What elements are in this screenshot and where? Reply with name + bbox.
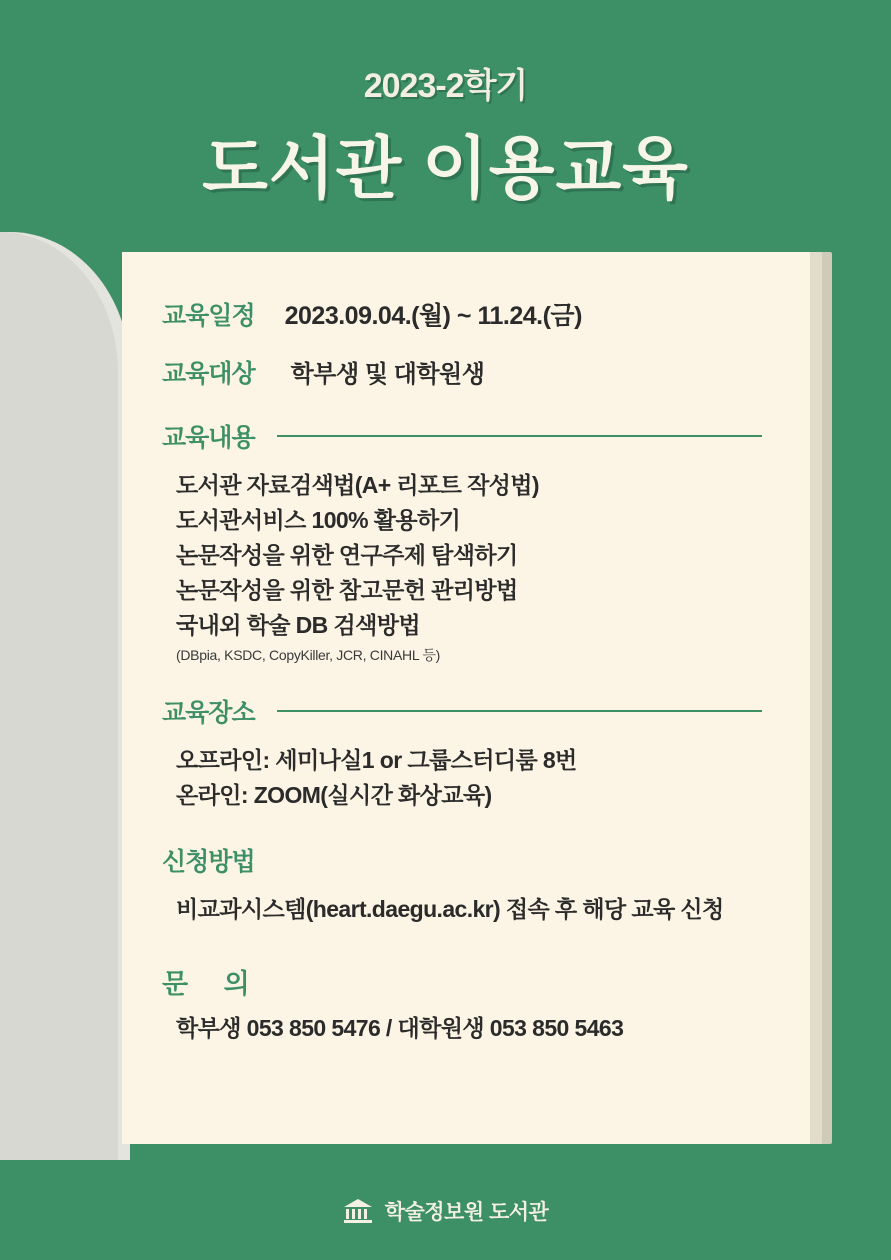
schedule-row [162,296,770,332]
content-section-header [162,418,770,454]
content-note: (DBpia, KSDC, CopyKiller, JCR, CINAHL 등) [176,646,440,663]
place-item-online: 온라인: ZOOM(실시간 화상교육) [176,782,492,809]
info-card [122,252,810,1144]
background-curl-inner [0,232,118,1160]
poster-footer [0,1196,891,1226]
bank-building-icon [343,1198,373,1224]
place-label: 교육장소 [162,698,255,727]
list-item: 도서관서비스 100% 활용하기 [176,506,461,533]
place-section-header [162,693,770,729]
audience-value: 학부생 및 대학원생 [290,361,485,388]
content-divider [277,435,762,437]
page-title: 도서관 이용교육 [202,131,689,207]
poster-header [0,0,891,250]
apply-text: 비교과시스템(heart.daegu.ac.kr) 접속 후 해당 교육 신청 [176,896,724,923]
apply-section-header [162,842,770,878]
schedule-value: 2023.09.04.(월) ~ 11.24.(금) [284,302,582,330]
semester-label: 2023-2학기 [363,67,528,105]
list-item: 논문작성을 위한 연구주제 탐색하기 [176,541,518,568]
list-item: 도서관 자료검색법(A+ 리포트 작성법) [176,472,539,498]
list-item: 논문작성을 위한 참고문헌 관리방법 [176,576,518,603]
schedule-label: 교육일정 [162,302,255,330]
list-item: 국내외 학술 DB 검색방법 [176,611,420,638]
audience-label: 교육대상 [162,360,255,388]
place-divider [277,710,762,712]
place-item-offline: 오프라인: 세미나실1 or 그룹스터디룸 8번 [176,746,577,773]
contact-label: 문 의 [162,968,264,999]
contact-text: 학부생 053 850 5476 / 대학원생 053 850 5463 [176,1014,624,1041]
apply-label: 신청방법 [162,848,255,877]
audience-row [162,354,770,390]
content-list [162,468,770,643]
content-label: 교육내용 [162,424,255,452]
footer-label: 학술정보원 도서관 [384,1201,549,1224]
